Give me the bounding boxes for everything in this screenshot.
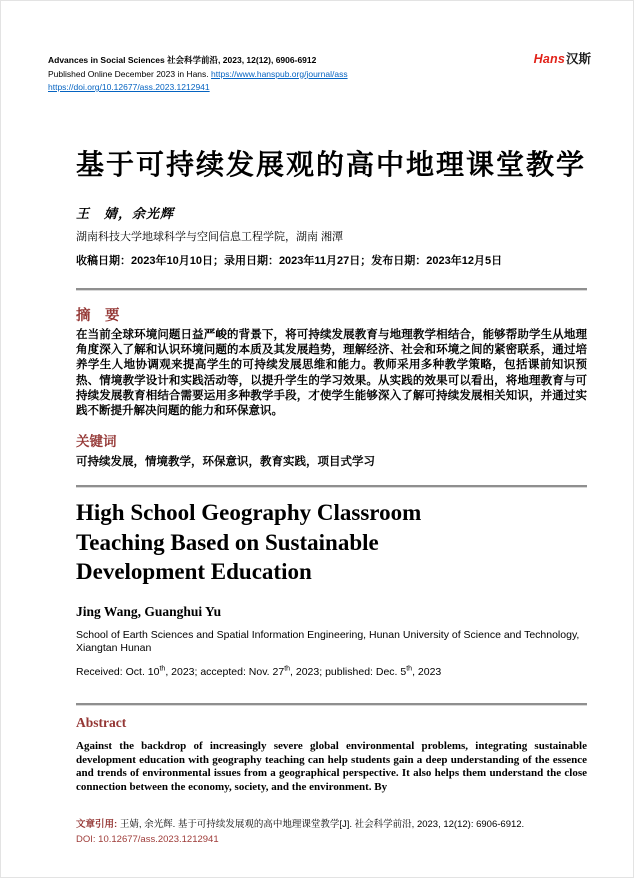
received-part: , 2023; accepted: Nov. 27 <box>165 666 285 678</box>
doi-line-header <box>48 81 348 95</box>
keywords-heading-cn: 关键词 <box>76 434 117 449</box>
chinese-authors: 王 婧，余光辉 <box>76 206 175 221</box>
english-title: High School Geography Classroom Teaching Based on Sustainable Development Education <box>76 500 422 584</box>
abstract-heading-en: Abstract <box>76 715 127 730</box>
received-part: Received: Oct. 10 <box>76 666 160 678</box>
footer-doi: DOI: 10.12677/ass.2023.1212941 <box>76 834 219 845</box>
hans-logo-chinese: 汉斯 <box>565 52 591 66</box>
published-online-text: Published Online December 2023 in Hans. <box>48 68 212 79</box>
received-sup: th <box>159 665 166 673</box>
published-online-line <box>48 68 348 82</box>
footer-citation <box>76 817 587 847</box>
journal-header <box>48 54 348 95</box>
journal-link[interactable]: https://www.hanspub.org/journal/ass <box>211 68 348 79</box>
english-affiliation: School of Earth Sciences and Spatial Information Engineering, Hunan University of Science and Technology, Xiangtan Hunan <box>76 629 580 654</box>
chinese-title: 基于可持续发展观的高中地理课堂教学 <box>76 149 587 180</box>
abstract-heading-cn: 摘 要 <box>76 308 120 324</box>
chinese-affiliation: 湖南科技大学地球科学与空间信息工程学院，湖南 湘潭 <box>76 231 344 243</box>
hans-logo-latin: Hans <box>533 52 565 66</box>
received-part: , 2023; published: Dec. 5 <box>290 666 407 678</box>
english-dates <box>76 666 587 678</box>
divider-above-abstract-en <box>76 703 587 706</box>
citation-line <box>76 817 587 832</box>
english-authors: Jing Wang, Guanghui Yu <box>76 604 222 619</box>
divider-below-keywords <box>76 485 587 488</box>
abstract-text-en: Against the backdrop of increasingly severe global environmental problems, integrating sustainable development education with geography teaching can help students gain a deep understanding of the essence and trends of environmental issues from a geographical perspective. It also helps them understand the close connection between the economy, society, and the environment. By <box>76 740 587 793</box>
doi-link[interactable]: https://doi.org/10.12677/ass.2023.1212941 <box>48 82 210 92</box>
chinese-dates: 收稿日期：2023年10月10日；录用日期：2023年11月27日；发布日期：2023年12月5日 <box>76 255 503 267</box>
abstract-text-cn: 在当前全球环境问题日益严峻的背景下，将可持续发展教育与地理教学相结合，能够帮助学生从地理角度深入了解和认识环境问题的本质及其发展趋势，理解经济、社会和环境之间的紧密联系，通过培养学生人地协调观来提高学生的可持续发展思维和能力。教师采用多种教学策略，包括课前知识预热、情境教学设计和实践活动等，以提升学生的学习效果。从实践的效果可以看出，将地理教育与可持续发展教育相结合需要运用多种教学手段，才使学生能够深入了解可持续发展相关知识，并通过实践不断提升解决问题的能力和环保意识。 <box>76 329 587 418</box>
divider-above-abstract-cn <box>76 288 587 291</box>
keywords-text-cn: 可持续发展，情境教学，环保意识，教育实践，项目式学习 <box>76 456 375 468</box>
received-sup: th <box>284 665 291 673</box>
citation-label: 文章引用: <box>76 819 118 830</box>
received-part: , 2023 <box>412 666 442 678</box>
received-sup: th <box>406 665 413 673</box>
hans-logo <box>534 52 591 66</box>
citation-text: 王婧, 余光辉. 基于可持续发展观的高中地理课堂教学[J]. 社会科学前沿, 2023, 12(12): 6906-6912. <box>119 819 525 830</box>
journal-name-line: Advances in Social Sciences 社会科学前沿, 2023, 12(12), 6906-6912 <box>48 55 317 65</box>
